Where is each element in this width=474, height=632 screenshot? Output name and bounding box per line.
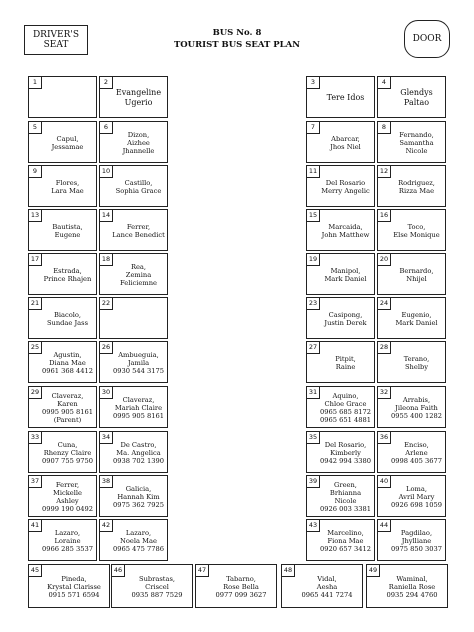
- seat-42: [99, 519, 168, 561]
- seat-18: [99, 253, 168, 295]
- seat-number: 42: [100, 520, 113, 532]
- seat-number: 7: [307, 122, 320, 134]
- seat-occupant: Tere Idos: [326, 93, 365, 102]
- seat-number: 13: [29, 210, 42, 222]
- seat-plan-title: TOURIST BUS SEAT PLAN: [173, 40, 301, 50]
- seat-occupant: Biacolo, Sundae Jass: [46, 310, 89, 327]
- seat-occupant: Tabarno, Rose Bella 0977 099 3627: [215, 574, 267, 600]
- seat-7: [306, 121, 375, 163]
- seat-occupant: Glendys Paltao: [400, 88, 433, 107]
- seat-number: 10: [100, 166, 113, 178]
- seat-occupant: Vidal, Aesha 0965 441 7274: [301, 574, 353, 600]
- seat-28: [377, 341, 446, 383]
- seat-occupant: Marcaida, John Matthew: [321, 222, 370, 239]
- seat-occupant: Agustin, Diana Mae 0961 368 4412: [41, 350, 94, 376]
- seat-occupant: Abarcar, Jhos Niel: [330, 134, 361, 151]
- seat-number: 18: [100, 254, 113, 266]
- seat-number: 39: [307, 476, 320, 488]
- seat-number: 9: [29, 166, 42, 178]
- seat-25: [28, 341, 97, 383]
- seat-number: 29: [29, 387, 42, 399]
- seat-number: 17: [29, 254, 42, 266]
- seat-4: [377, 76, 446, 118]
- seat-31: [306, 386, 375, 428]
- seat-37: [28, 475, 97, 517]
- seat-number: 24: [378, 298, 391, 310]
- seat-40: [377, 475, 446, 517]
- seat-47: [195, 564, 277, 608]
- seat-45: [28, 564, 110, 608]
- seat-occupant: Ferrer, Mickelle Ashley 0999 190 0492: [41, 480, 94, 514]
- seat-34: [99, 431, 168, 473]
- seat-number: 6: [100, 122, 113, 134]
- seat-occupant: Castillo, Sophia Grace: [115, 178, 162, 195]
- seat-12: [377, 165, 446, 207]
- bus-number-title: BUS No. 8: [212, 28, 262, 38]
- seat-41: [28, 519, 97, 561]
- seat-occupant: Eugenio, Mark Daniel: [395, 310, 438, 327]
- seat-number: 12: [378, 166, 391, 178]
- seat-occupant: Estrada, Prince Rhajen: [43, 266, 92, 283]
- seat-number: 41: [29, 520, 42, 532]
- seat-number: 28: [378, 342, 391, 354]
- seat-10: [99, 165, 168, 207]
- seat-number: 15: [307, 210, 320, 222]
- seat-occupant: Bautista, Eugene: [52, 222, 83, 239]
- seat-number: 37: [29, 476, 42, 488]
- seat-49: [366, 564, 448, 608]
- seat-occupant: Flores, Lara Mae: [51, 178, 84, 195]
- seat-number: 48: [282, 565, 295, 577]
- seat-29: [28, 386, 97, 428]
- seat-occupant: Enciso, Arlene 0998 405 3677: [390, 440, 443, 466]
- seat-number: 1: [29, 77, 42, 89]
- seat-number: 31: [307, 387, 320, 399]
- seat-occupant: Subrastas, Criscel 0935 887 7529: [131, 574, 183, 600]
- seat-occupant: Pineda, Krystal Clarisse 0915 571 6594: [47, 574, 101, 600]
- seat-occupant: Dizon, Aizhee Jhannelle: [122, 130, 155, 156]
- seat-17: [28, 253, 97, 295]
- seat-11: [306, 165, 375, 207]
- seat-24: [377, 297, 446, 339]
- seat-occupant: [29, 77, 96, 117]
- seat-30: [99, 386, 168, 428]
- seat-number: 46: [112, 565, 125, 577]
- seat-number: 8: [378, 122, 391, 134]
- seat-occupant: Marcelino, Fiona Mae 0920 657 3412: [319, 528, 372, 554]
- seat-9: [28, 165, 97, 207]
- seat-occupant: Claveraz, Karen 0995 905 8161 (Parent): [41, 391, 94, 425]
- seat-occupant: De Castro, Ma. Angelica 0938 702 1390: [112, 440, 165, 466]
- seat-occupant: Pitpit, Raine: [335, 354, 356, 371]
- seat-26: [99, 341, 168, 383]
- seat-occupant: Cuna, Rhenzy Claire 0907 755 9750: [41, 440, 94, 466]
- seat-number: 5: [29, 122, 42, 134]
- seat-occupant: Casipong, Justin Derek: [324, 310, 367, 327]
- seat-occupant: Fernando, Samantha Nicole: [399, 130, 434, 156]
- seat-number: 23: [307, 298, 320, 310]
- seat-32: [377, 386, 446, 428]
- seat-occupant: Manipol, Mark Daniel: [324, 266, 367, 283]
- seat-27: [306, 341, 375, 383]
- seat-number: 34: [100, 432, 113, 444]
- seat-number: 36: [378, 432, 391, 444]
- seat-occupant: Aquino, Chloe Grace 0965 685 8172 0965 651 4881: [319, 391, 372, 425]
- seat-number: 25: [29, 342, 42, 354]
- seat-occupant: [100, 298, 167, 338]
- seat-occupant: Del Rosario Merry Angelic: [321, 178, 370, 195]
- seat-occupant: Green, Brhianna Nicole 0926 003 3381: [319, 480, 372, 514]
- seat-number: 26: [100, 342, 113, 354]
- seat-33: [28, 431, 97, 473]
- seat-22: [99, 297, 168, 339]
- seat-43: [306, 519, 375, 561]
- seat-39: [306, 475, 375, 517]
- seat-48: [281, 564, 363, 608]
- seat-occupant: Waminal, Raniella Rose 0935 294 4760: [386, 574, 438, 600]
- seat-19: [306, 253, 375, 295]
- seat-number: 35: [307, 432, 320, 444]
- seat-occupant: Ferrer, Lance Benedict: [112, 222, 165, 239]
- seat-16: [377, 209, 446, 251]
- seat-3: [306, 76, 375, 118]
- seat-occupant: Rea, Zemina Feliciemne: [120, 262, 157, 288]
- seat-number: 11: [307, 166, 320, 178]
- seat-36: [377, 431, 446, 473]
- seat-6: [99, 121, 168, 163]
- seat-number: 40: [378, 476, 391, 488]
- seat-number: 16: [378, 210, 391, 222]
- seat-1: [28, 76, 97, 118]
- seat-number: 38: [100, 476, 113, 488]
- seat-number: 32: [378, 387, 391, 399]
- seat-number: 47: [196, 565, 209, 577]
- seat-number: 22: [100, 298, 113, 310]
- seat-number: 43: [307, 520, 320, 532]
- seat-occupant: Bernardo, Nhijel: [399, 266, 434, 283]
- seat-46: [111, 564, 193, 608]
- seat-occupant: Evangeline Ugerio: [115, 88, 162, 107]
- seat-number: 14: [100, 210, 113, 222]
- seat-5: [28, 121, 97, 163]
- seat-occupant: Rodriguez, Rizza Mae: [398, 178, 435, 195]
- seat-number: 19: [307, 254, 320, 266]
- seat-38: [99, 475, 168, 517]
- seat-occupant: Terano, Shelby: [403, 354, 430, 371]
- seat-21: [28, 297, 97, 339]
- seat-occupant: Capul, Jessamae: [51, 134, 84, 151]
- drivers-seat-box: DRIVER'S SEAT: [24, 25, 88, 55]
- seat-number: 2: [100, 77, 113, 89]
- seat-8: [377, 121, 446, 163]
- seat-14: [99, 209, 168, 251]
- seat-occupant: Lazaro, Noela Mae 0965 475 7786: [112, 528, 165, 554]
- seat-number: 21: [29, 298, 42, 310]
- seat-2: [99, 76, 168, 118]
- seat-number: 49: [367, 565, 380, 577]
- seat-occupant: Pagdilao, Jhylliane 0975 850 3037: [390, 528, 443, 554]
- door-box: DOOR: [404, 20, 450, 58]
- seat-occupant: Arrabis, Jileona Faith 0955 400 1282: [390, 395, 443, 421]
- seat-23: [306, 297, 375, 339]
- seat-20: [377, 253, 446, 295]
- seat-35: [306, 431, 375, 473]
- seat-number: 30: [100, 387, 113, 399]
- seat-number: 27: [307, 342, 320, 354]
- seat-number: 33: [29, 432, 42, 444]
- seat-number: 4: [378, 77, 391, 89]
- seat-occupant: Lazaro, Loraine 0966 285 3537: [41, 528, 94, 554]
- seat-number: 45: [29, 565, 42, 577]
- seat-occupant: Del Rosario, Kimberly 0942 994 3380: [319, 440, 372, 466]
- seat-occupant: Ambueguia, Jamila 0930 544 3175: [112, 350, 165, 376]
- seat-number: 3: [307, 77, 320, 89]
- seat-occupant: Loma, Avril Mary 0926 698 1059: [390, 484, 443, 510]
- seat-number: 44: [378, 520, 391, 532]
- seat-15: [306, 209, 375, 251]
- seat-number: 20: [378, 254, 391, 266]
- seat-44: [377, 519, 446, 561]
- seat-occupant: Claveraz, Mariah Claire 0995 905 8161: [112, 395, 165, 421]
- seat-13: [28, 209, 97, 251]
- seat-occupant: Toco, Else Monique: [393, 222, 440, 239]
- seat-occupant: Galicia, Hannah Kim 0975 362 7925: [112, 484, 165, 510]
